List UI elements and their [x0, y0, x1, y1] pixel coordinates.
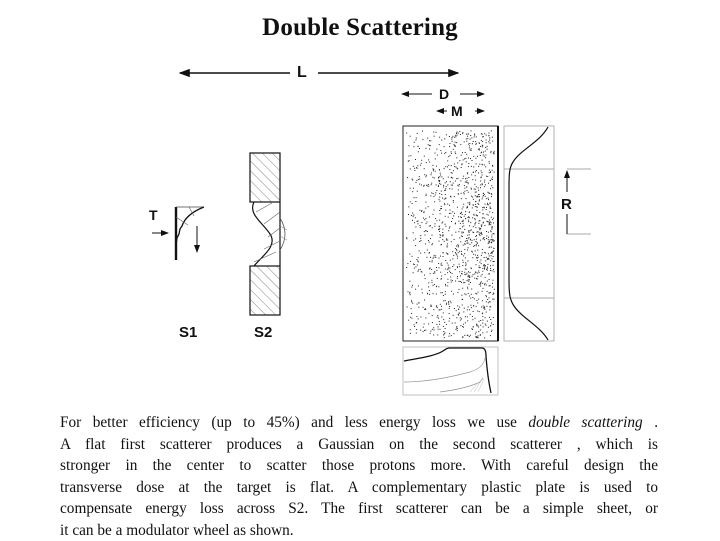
label-L: L: [297, 64, 307, 82]
target-dose-region: [403, 126, 498, 341]
label-S2: S2: [254, 324, 272, 341]
second-scatterer-s2: [250, 153, 287, 315]
lateral-dose-profile: [504, 126, 554, 341]
label-S1: S1: [179, 324, 197, 341]
label-T: T: [149, 207, 158, 223]
label-D: D: [439, 86, 449, 102]
label-M: M: [451, 103, 463, 119]
emphasis-double-scattering: double scattering: [528, 414, 642, 431]
body-line-5: compensate energy loss across S2. The first scatterer can be a simple sheet, or: [60, 498, 658, 520]
slide-title: Double Scattering: [0, 14, 720, 42]
label-R: R: [561, 196, 572, 213]
body-line-4: transverse dose at the target is flat. A complementary plastic plate is used to: [60, 477, 658, 499]
body-line-3: stronger in the center to scatter those protons more. With careful design the: [60, 455, 658, 477]
body-line-1: For better efficiency (up to 45%) and less energy loss we use double scattering .: [60, 412, 658, 434]
depth-dose-curve: [403, 347, 498, 395]
body-line-6: it can be a modulator wheel as shown.: [60, 520, 658, 541]
body-line-2: A flat first scatterer produces a Gaussian on the second scatterer , which is: [60, 434, 658, 456]
first-scatterer-s1: [152, 207, 204, 260]
body-paragraph: [60, 412, 658, 541]
